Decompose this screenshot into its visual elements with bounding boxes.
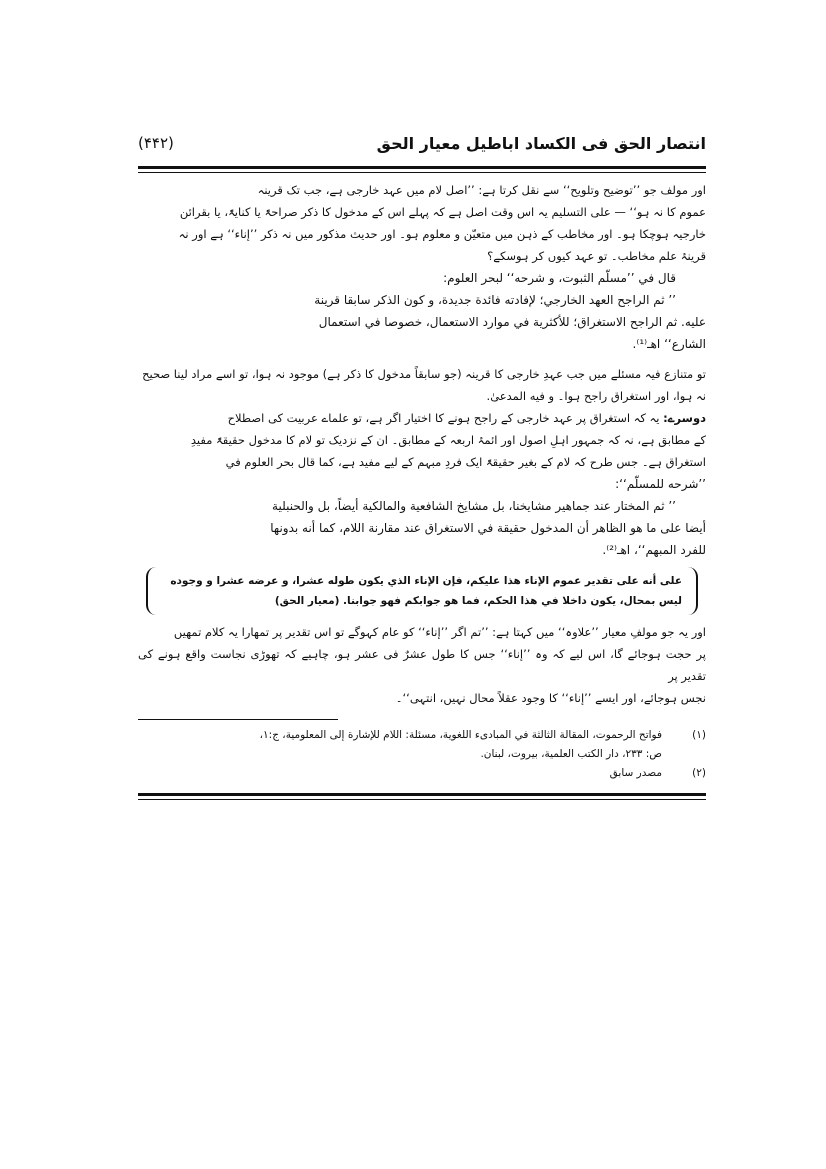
footnote-text: فواتح الرحموت، المقالة الثالثة في المبادىء اللغوية، مسئلة: اللام للإشارة إلى المعلومية، ج:۱، (259, 729, 662, 741)
text-line: اور مولف جو ’’توضیح وتلویح‘‘ سے نقل کرتا ہے: ’’اصل لام میں عہد خارجی ہے، جب تک قرینہ (257, 183, 706, 197)
text-line: استغراق ہے۔ جس طرح کہ لام کے بغیر حقیقۃً ایک فردِ مبہم کے لیے مفید ہے، كما قال بحر العلوم في (225, 455, 706, 469)
footnote-number (676, 745, 706, 764)
text-line: اور یہ جو مولفِ معیار ’’علاوہ‘‘ میں کہتا ہے: ’’تم اگر ’’إناء‘‘ کو عام کہوگے تو اس تقدیر پر تمھارا یہ کلام تمھیں (173, 625, 706, 639)
text-line: کے مطابق ہے، نہ کہ جمہور اہلِ اصول اور ائمۂ اربعہ کے مطابق۔ ان کے نزدیک تو لام کا مدخول حقیقۃً مفیدِ (190, 433, 706, 447)
text-line: قرینۂ علم مخاطب۔ تو عہد کیوں کر ہوسکے؟ (487, 249, 706, 263)
footnote-number: (۱) (692, 729, 706, 741)
footer-rule (138, 793, 706, 800)
footnote-number: (۲) (692, 767, 706, 779)
text-line: نہ ہوا، اور استغراق راجح ہوا۔ و فيه المدعیٰ. (486, 389, 706, 403)
footnote-rule (138, 719, 338, 720)
section-label: دوسرے: (663, 411, 706, 425)
page-number: (۴۴۲) (138, 134, 174, 152)
text-line: ’’شرحه للمسلّم‘‘: (615, 477, 706, 491)
text-line (138, 407, 706, 429)
text-line: ’’ ثم المختار عند جماهير مشايخنا، بل مشايخ الشافعية والمالكية أيضاً، بل والحنبلية (272, 499, 676, 513)
quote-box (146, 567, 698, 615)
footnote (138, 726, 706, 745)
book-title: انتصار الحق فی الکساد اباطیل معیار الحق (376, 134, 706, 153)
quote-line: على أنه على تقدير عموم الإناء هذا عليكم، فإن الإناء الذي يكون طوله عشرا، و عرضه عشرا و وجوده (170, 575, 682, 587)
header-rule (138, 166, 706, 173)
quote-line: ليس بمحال، يكون داخلا في هذا الحكم، فما هو جوابكم فهو جوابنا. (معيار الحق) (274, 595, 682, 607)
text-line: الشارع‘‘ اهـ⁽¹⁾. (632, 337, 706, 351)
document-page (138, 0, 706, 800)
text-line: تو متنازع فیہ مسئلے میں جب عہدِ خارجی کا قرینہ (جو سابقاً مدخول کا ذکر ہے) موجود نہ ہوا، تو اسے مراد لینا صحیح (142, 367, 706, 381)
page-body (138, 173, 706, 709)
text-line: نجس ہوجائے، اور ایسے ’’إناء‘‘ کا وجود عقلاً محال نہیں، انتہی‘‘۔ (395, 691, 706, 705)
text-line: عليه. ثم الراجح الاستغراق؛ للأكثرية في موارد الاستعمال، خصوصا في استعمال (318, 315, 706, 329)
running-header (138, 134, 706, 166)
text-line: خارجیہ ہوچکا ہو۔ اور مخاطب کے ذہن میں متعیّن و معلوم ہو۔ اور حدیث مذکور میں نہ ذکر ’’إناء‘‘ ہے اور نہ (178, 227, 706, 241)
text-line: پر حجت ہوجائے گا، اس لیے کہ وہ ’’إناء‘‘ جس کا طول عشرٌ فی عشر ہو، چاہیے کہ تھوڑی نجاست واقع ہونے کی تقدیر پر (138, 647, 706, 683)
text-line: للفرد المبهم‘‘، اهـ⁽²⁾. (602, 543, 706, 557)
footnote-text: مصدر سابق (609, 767, 662, 779)
footnote (138, 764, 706, 783)
footnote-text: ص: ۲۳۳، دار الكتب العلمية، بيروت، لبنان. (480, 748, 662, 760)
text-line: ’’ ثم الراجح العهد الخارجي؛ لإفادته فائدة جديدة، و كون الذكر سابقا قرينة (314, 293, 676, 307)
text-line: عموم کا نہ ہو‘‘ — علی التسلیم یہ اس وقت اصل ہے کہ پہلے اس کے مدخول کا ذکر صراحۃً یا کنایۃً، یا بقرائن (179, 205, 706, 219)
footnote (138, 745, 706, 764)
text-line: أيضا على ما هو الظاهر أن المدخول حقيقة في الاستغراق عند مقارنة اللام، كما أنه بدونها (270, 521, 706, 535)
text-line: قال في ’’مسلّم الثبوت، و شرحه‘‘ لبحر العلوم: (443, 271, 676, 285)
text-span: یہ کہ استغراق پر عہد خارجی کے راجح ہونے کا اختیار اگر ہے، تو علماے عربیت کی اصطلاح (227, 411, 660, 425)
